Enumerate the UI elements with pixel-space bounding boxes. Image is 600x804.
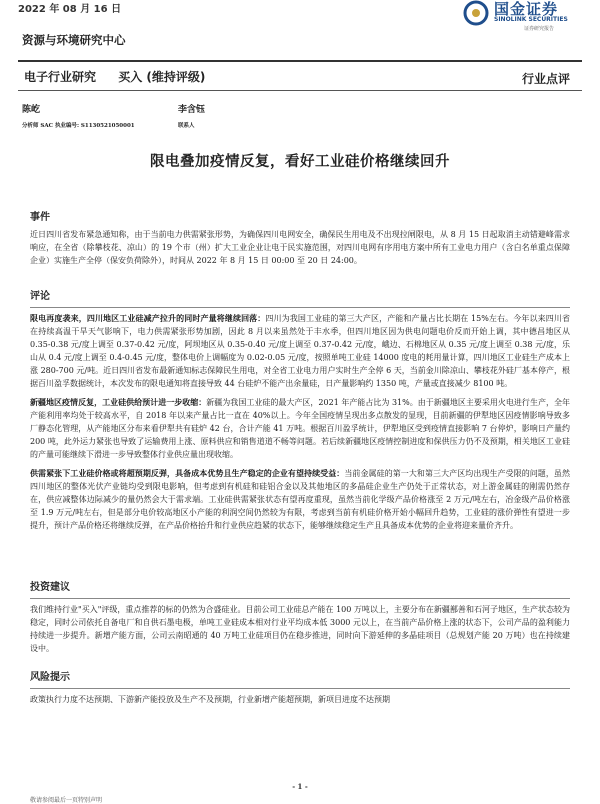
section-event: [30, 208, 570, 273]
section-heading: 投资建议: [30, 582, 70, 593]
rating-label: 买入 (维持评级): [118, 70, 206, 84]
event-text: 近日四川省发布紧急通知称，由于当前电力供需紧张形势，为确保四川电网安全，确保民生用电及不出现拉闸限电，从 8 月 15 日起取消主动错避峰需求响应，在全省（除攀枝花、凉山）的 19 个市（州）扩大工业企业让电于民实施范围，对四川电网有序用电方案中所有工业电力用户（含白名单重点保障企业）实施生产全停（保安负荷除外），时间从 2022 年 8 月 15 日 00:00 至 20 日 24:00。: [30, 230, 570, 265]
analyst-name: 陈屹: [22, 105, 41, 115]
analyst-title: 联系人: [178, 123, 195, 129]
paragraph-body: 四川为我国工业硅的第三大产区，产能和产量占比长期在 15%左右。今年以来四川省在持续高温干旱天气影响下，电力供需紧张形势加剧，因此 8 月以来虽然处于丰水季，但四川地区因为供电问题电价反而开始上调，其中德昌地区从 0.35-0.38 元/度上调至 0.37-0.42 元/度，阿坝地区从 0.35-0.40 元/度上调至 0.37-0.42 元/度，峨边、石棉地区从 0.35 元/度上调至 0.38 元/度，乐山从 0.4 元/度上调至 0.4-0.45 元/度，整体电价上调幅度为 0.02-0.05 元/度，按照单吨工业硅 14000 度电的耗用量计算，四川地区工业硅生产成本上涨 280-700 元/吨。近日四川省发布最新通知标志保障民生用电，对全省工业电力用户实时生产全停 6 天，当前金川除凉山、攀枝花外硅厂基本停产，根据百川盈孚数据统计，本次发布的限电通知将直接导致 44 台硅炉不能产出余量硅，日产量影响约 1350 吨，产量或直接减少 8100 吨。: [30, 314, 570, 388]
analyst-name: 李含钰: [178, 105, 206, 115]
disclaimer-note: 敬请参阅最后一页特别声明: [30, 797, 103, 804]
section-heading: 评论: [30, 291, 50, 302]
paragraph-lead: 新疆地区疫情反复，工业硅供给预计进一步收缩：: [30, 397, 207, 407]
section-comment: [30, 287, 570, 538]
investment-text: 我们维持行业"买入"评级，重点推荐的标的仍然为合盛硅业。目前公司工业硅总产能在 100 万吨以上，主要分布在新疆鄯善和石河子地区，生产状态较为稳定，同时公司依托自备电厂和自供石墨电极，单吨工业硅成本相对行业平均成本低 3000 元以上，在当前产品价格上涨的状态下，公司产品的盈利能力持续进一步提升。新增产能方面，公司云南昭通的 40 万吨工业硅项目仍在稳步推进，同时向下游延伸的多晶硅项目（总规划产能 20 万吨）也在持续建设中。: [30, 605, 570, 653]
analyst-2: [178, 102, 205, 129]
header-divider: [18, 60, 582, 62]
section-divider: [30, 688, 570, 689]
report-date: 2022 年 08 月 16 日: [18, 4, 122, 15]
industry-label: 电子行业研究: [24, 70, 97, 84]
paragraph-body: 新疆为我国工业硅的最大产区，2021 年产能占比为 31%。由于新疆地区主要采用火电进行生产，全年产能利用率均处于较高水平，自 2018 年以来产量占比一直在 40%以上。今年全国疫情呈现出多点散发的显现，目前新疆的伊犁地区因疫情影响导致多厂静态化管理，从产能地区分布来看伊犁共有硅炉 42 台，合计产能 41 万吨。根据百川盈孚统计，伊犁地区受到疫情直接影响 7 台停炉，影响日产量约 200 吨，此外运力紧张也导致了运输费用上涨、原料供应和销售道道不畅等问题。若后续新疆地区疫情控制进度和保供压力仍不及预期，相关地区工业硅的产量可能继续下滑进一步导致整体行业供应量出现收缩。: [30, 398, 570, 459]
risk-text: 政策执行力度不达预期、下游新产能投放及生产不及预期，行业新增产能超预期，新项目进度不达预期: [30, 695, 390, 704]
section-divider: [30, 598, 570, 599]
comment-paragraph-2: [30, 396, 570, 461]
rating-divider: [18, 90, 582, 91]
brand-name-en: SINOLINK SECURITIES: [494, 16, 568, 23]
section-investment: [30, 578, 570, 661]
brand-logo: [462, 0, 580, 40]
comment-paragraph-3: [30, 467, 570, 532]
brand-name-cn: 国金证券: [494, 0, 559, 18]
comment-paragraph-1: [30, 312, 570, 390]
paragraph-lead: 限电再度袭来，四川地区工业硅减产拉升的同时产量将继续回落：: [30, 313, 266, 323]
page-number: - 1 -: [292, 782, 308, 791]
research-center: 资源与环境研究中心: [22, 33, 126, 47]
report-title: 限电叠加疫情反复，看好工业硅价格继续回升: [150, 153, 450, 170]
report-type: 行业点评: [521, 72, 570, 86]
section-heading: 风险提示: [30, 672, 70, 683]
sinolink-logo-icon: [462, 0, 490, 26]
analyst-title: 分析师 SAC 执业编号: S1130521050001: [22, 123, 135, 129]
section-risk: [30, 668, 570, 712]
rating-line: [24, 68, 223, 85]
analyst-1: [22, 102, 135, 129]
brand-subtitle: 证券研究报告: [524, 26, 555, 32]
paragraph-lead: 供需紧张下工业硅价格或将超预期反弹，具备成本优势且生产稳定的企业有望持续受益：: [30, 468, 345, 478]
section-heading: 事件: [30, 212, 50, 223]
paragraph-body: 当前金属硅的第一大和第三大产区均出现生产受限的问题，虽然四川地区的整体光伏产业链均受到限电影响，但考虑到有机硅和硅铝合金以及其他地区的多晶硅企业生产仍处于正常状态，对上游金属硅的刚需仍然存在，供应减整体边际减少的量仍然会大于需求端。工业硅供需紧张状态有望再度重现，虽然当前化学级产品价格涨至 2 万元/吨左右，冶金级产品价格涨至 1.9 万元/吨左右，但是部分电价较高地区小产能的利润空间仍然较为有限，考虑到当前有机硅价格开始小幅回升趋势，工业硅的涨价弹性有望进一步提升，预计产品价格还将继续反弹，在产品价格抬升和行业供应趋紧的状态下，能够继续稳定生产且具备成本优势的企业将迎来量价齐升。: [30, 469, 570, 530]
section-divider: [30, 307, 570, 308]
